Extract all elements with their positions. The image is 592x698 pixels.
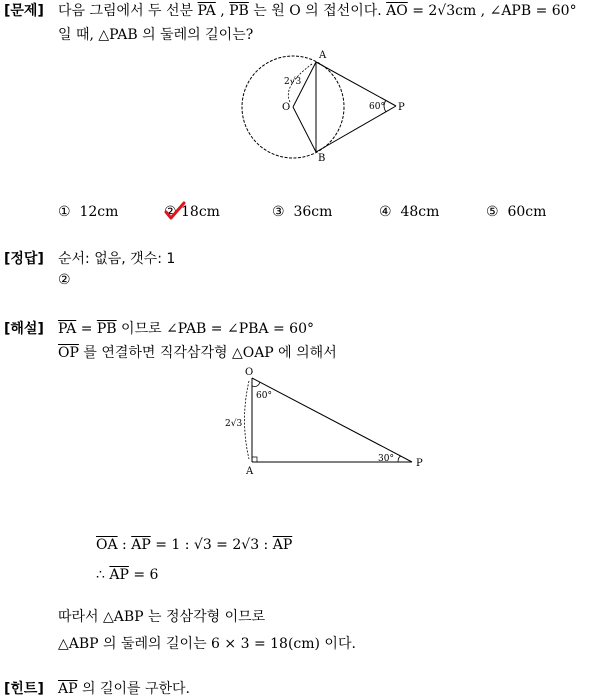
problem-text: 는 원 O 의 접선이다. bbox=[248, 3, 387, 19]
problem-text: = 2√3cm , ∠APB = 60° bbox=[407, 3, 577, 19]
problem-text: , bbox=[215, 3, 230, 19]
check-mark-icon bbox=[164, 201, 186, 221]
choice-5[interactable] bbox=[486, 204, 546, 220]
segment-pa: $\overline{PA}$ bbox=[58, 321, 77, 337]
side-op bbox=[252, 378, 412, 462]
tangent-pb bbox=[316, 106, 396, 152]
right-angle-mark bbox=[252, 457, 257, 462]
segment-ap: $\overline{AP}$ bbox=[109, 567, 129, 583]
label-angle-30: 30° bbox=[378, 454, 394, 464]
segment-ap: $\overline{AP}$ bbox=[58, 681, 78, 697]
choice-text: 12cm bbox=[79, 204, 119, 220]
label-angle-60: 60° bbox=[256, 391, 272, 401]
explanation-tag: [해설] bbox=[4, 321, 44, 337]
choice-number: ④ bbox=[379, 204, 392, 220]
choice-text: 60cm bbox=[507, 204, 547, 220]
choice-4[interactable] bbox=[379, 204, 439, 220]
choice-number: ① bbox=[58, 204, 71, 220]
label-length: 2√3 bbox=[284, 77, 302, 87]
ratio-equation bbox=[96, 537, 292, 553]
problem-tag: [문제] bbox=[4, 3, 44, 19]
label-a: A bbox=[319, 50, 327, 61]
explanation-line3: 따라서 △ABP 는 정삼각형 이므로 bbox=[58, 609, 266, 625]
choice-text: 18cm bbox=[181, 204, 220, 220]
explanation-line1 bbox=[58, 318, 314, 338]
equation-text: = 1 : √3 = 2√3 : bbox=[150, 537, 273, 553]
equation-text: : bbox=[117, 537, 132, 553]
choice-text: 48cm bbox=[400, 204, 440, 220]
choice-3[interactable] bbox=[272, 204, 332, 220]
label-o: O bbox=[245, 367, 254, 378]
tangent-pa bbox=[316, 62, 396, 106]
result-equation bbox=[96, 567, 158, 583]
explanation-line2 bbox=[58, 342, 337, 362]
explanation-text: 이므로 ∠PAB = ∠PBA = 60° bbox=[116, 321, 314, 337]
radius-ob bbox=[293, 107, 316, 152]
label-a: A bbox=[246, 466, 254, 477]
segment-ap: $\overline{AP}$ bbox=[131, 537, 151, 553]
hint-line bbox=[58, 678, 190, 698]
explanation-text: 를 연결하면 직각삼각형 △OAP 에 의해서 bbox=[78, 345, 337, 361]
problem-line2: 일 때, △PAB 의 둘레의 길이는? bbox=[58, 27, 254, 43]
angle-arc-o bbox=[252, 382, 260, 387]
segment-pb: $\overline{PB}$ bbox=[229, 3, 249, 19]
choice-2[interactable] bbox=[164, 204, 220, 220]
circle-tangent-figure bbox=[238, 48, 414, 166]
segment-oa: $\overline{OA}$ bbox=[96, 537, 118, 553]
segment-ao: $\overline{AO}$ bbox=[386, 3, 408, 19]
choice-number-glyph: ② bbox=[164, 204, 177, 220]
choice-number: ⑤ bbox=[486, 204, 499, 220]
hint-tag: [힌트] bbox=[4, 681, 44, 697]
equation-text: = 6 bbox=[128, 567, 159, 583]
angle-arc-p bbox=[398, 456, 401, 462]
answer-line1: 순서: 없음, 갯수: 1 bbox=[58, 251, 176, 267]
label-b: B bbox=[318, 153, 326, 164]
explanation-text: = bbox=[76, 321, 97, 337]
segment-ap: $\overline{AP}$ bbox=[272, 537, 293, 553]
segment-pa: $\overline{PA}$ bbox=[197, 3, 216, 19]
hint-text: 의 길이를 구한다. bbox=[77, 681, 190, 697]
segment-op: $\overline{OP}$ bbox=[58, 345, 79, 361]
choice-number: ③ bbox=[272, 204, 285, 220]
label-length: 2√3 bbox=[225, 419, 243, 429]
therefore-symbol: ∴ bbox=[96, 567, 110, 583]
choice-number bbox=[164, 204, 177, 220]
label-p: P bbox=[398, 102, 405, 113]
answer-tag: [정답] bbox=[4, 251, 44, 267]
choice-text: 36cm bbox=[293, 204, 333, 220]
choice-1[interactable] bbox=[58, 204, 118, 220]
explanation-line4: △ABP 의 둘레의 길이는 6 × 3 = 18(cm) 이다. bbox=[58, 636, 356, 652]
length-brace bbox=[245, 381, 250, 459]
problem-text: 다음 그림에서 두 선분 bbox=[58, 3, 198, 19]
right-triangle-figure bbox=[222, 366, 428, 478]
label-angle: 60° bbox=[369, 102, 385, 112]
segment-pb: $\overline{PB}$ bbox=[96, 321, 117, 337]
label-p: P bbox=[416, 458, 423, 469]
label-o: O bbox=[282, 102, 291, 113]
answer-line2: ② bbox=[58, 272, 71, 288]
problem-line1 bbox=[58, 0, 577, 20]
